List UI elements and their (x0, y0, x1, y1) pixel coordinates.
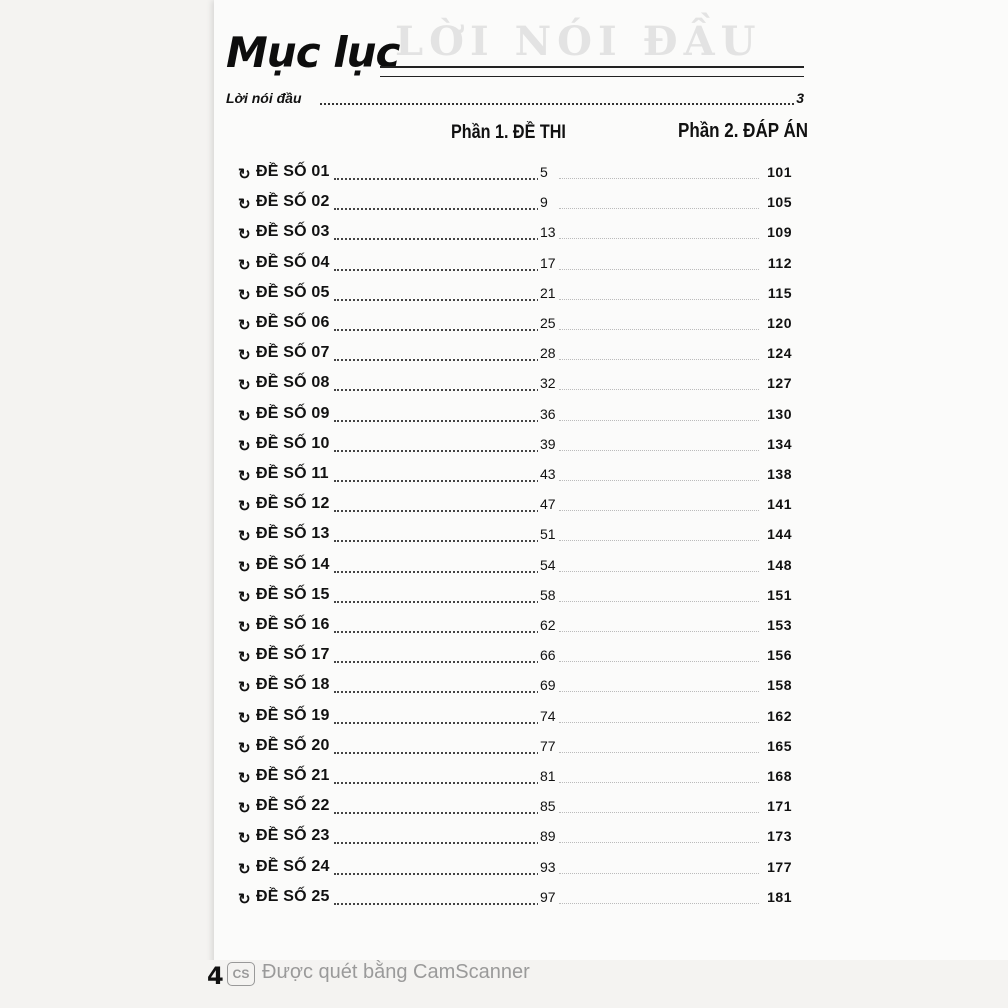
toc-answer-page: 109 (767, 224, 792, 241)
toc-entry-name: ĐỀ SỐ 16 (256, 616, 330, 633)
dot-leader-faint (559, 812, 759, 813)
toc-row (238, 767, 808, 791)
toc-row (238, 344, 808, 368)
circle-arrow-icon: ↻ (238, 739, 251, 757)
circle-arrow-icon: ↻ (238, 437, 251, 455)
circle-arrow-icon: ↻ (238, 166, 251, 183)
toc-answer-page: 127 (767, 375, 792, 392)
toc-row (238, 525, 808, 549)
toc-answer-page: 171 (767, 798, 792, 815)
toc-row (238, 586, 808, 610)
toc-entry-name: ĐỀ SỐ 12 (256, 495, 330, 513)
circle-arrow-icon: ↻ (238, 800, 251, 818)
toc-exam-page: 32 (538, 375, 561, 391)
camscanner-logo: CS (227, 962, 255, 986)
dot-leader-faint (559, 269, 759, 270)
column-header-exams: Phần 1. ĐỀ THI (451, 122, 566, 143)
dot-leader-faint (559, 691, 759, 692)
toc-exam-page: 93 (538, 859, 561, 875)
toc-intro-label: Lời nói đầu (226, 90, 302, 106)
circle-arrow-icon: ↻ (238, 860, 251, 878)
toc-exam-page: 5 (538, 164, 561, 180)
circle-arrow-icon: ↻ (238, 286, 251, 304)
dot-leader-faint (559, 873, 759, 874)
dot-leader (334, 420, 559, 422)
dot-leader-faint (559, 722, 759, 723)
dot-leader (334, 269, 559, 271)
circle-arrow-icon: ↻ (238, 317, 251, 334)
circle-arrow-icon: ↻ (238, 498, 251, 516)
toc-answer-page: 112 (767, 254, 792, 271)
dot-leader-faint (559, 420, 759, 421)
toc-entry-name: ĐỀ SỐ 15 (256, 585, 330, 603)
toc-entry-name: ĐỀ SỐ 17 (256, 646, 330, 664)
toc-exam-page: 39 (538, 436, 561, 452)
toc-entry-name: ĐỀ SỐ 14 (256, 555, 330, 573)
toc-row (238, 888, 808, 912)
toc-row (238, 797, 808, 821)
dot-leader-faint (559, 510, 759, 511)
toc-answer-page: 138 (767, 466, 792, 482)
toc-answer-page: 105 (767, 194, 792, 211)
toc-row (238, 374, 808, 398)
dot-leader (334, 450, 559, 452)
circle-arrow-icon: ↻ (238, 649, 251, 667)
toc-exam-page: 54 (538, 557, 561, 573)
toc-answer-page: 162 (767, 707, 792, 724)
toc-row (238, 495, 808, 519)
toc-exam-page: 47 (538, 496, 561, 512)
dot-leader (334, 571, 559, 573)
circle-arrow-icon: ↻ (238, 890, 251, 908)
circle-arrow-icon: ↻ (238, 558, 251, 576)
dot-leader-faint (559, 238, 759, 239)
toc-exam-page: 13 (538, 224, 561, 240)
toc-entry-name: ĐỀ SỐ 24 (256, 857, 330, 875)
toc-entry-name: ĐỀ SỐ 08 (256, 374, 330, 392)
toc-exam-page: 51 (538, 526, 561, 542)
dot-leader (334, 178, 559, 180)
dot-leader (334, 691, 559, 693)
toc-exam-page: 77 (538, 738, 561, 754)
column-header-answers: Phần 2. ĐÁP ÁN (678, 120, 809, 142)
dot-leader (334, 873, 559, 875)
toc-answer-page: 151 (767, 586, 792, 603)
toc-entry-name: ĐỀ SỐ 23 (256, 827, 330, 845)
toc-answer-page: 124 (767, 345, 792, 362)
dot-leader (334, 510, 559, 512)
dot-leader-faint (559, 450, 759, 451)
toc-exam-page: 58 (538, 587, 561, 603)
toc-row (238, 858, 808, 882)
toc-row (238, 646, 808, 670)
dot-leader-faint (559, 661, 759, 662)
toc-entry-name: ĐỀ SỐ 22 (256, 797, 330, 815)
toc-row (238, 314, 808, 338)
toc-row (238, 163, 808, 187)
dot-leader (334, 329, 559, 331)
toc-exam-page: 17 (538, 255, 561, 271)
toc-entry-name: ĐỀ SỐ 19 (256, 706, 330, 724)
toc-answer-page: 177 (767, 858, 792, 875)
toc-entry-name: ĐỀ SỐ 07 (256, 344, 330, 362)
circle-arrow-icon: ↻ (238, 407, 251, 425)
dot-leader-faint (559, 631, 759, 632)
toc-row (238, 193, 808, 217)
toc-answer-page: 181 (767, 888, 792, 905)
toc-answer-page: 165 (767, 737, 792, 754)
dot-leader-faint (559, 208, 759, 209)
toc-entry-name: ĐỀ SỐ 06 (256, 314, 330, 331)
dot-leader-faint (559, 571, 759, 572)
dot-leader-faint (559, 299, 759, 300)
dot-leader (334, 722, 559, 724)
dot-leader-faint (559, 601, 759, 602)
toc-exam-page: 62 (538, 617, 561, 633)
dot-leader (334, 540, 559, 542)
circle-arrow-icon: ↻ (238, 770, 251, 787)
page-title: Mục lục (226, 28, 400, 77)
dot-leader-faint (559, 540, 759, 541)
toc-intro-page: 3 (796, 90, 804, 106)
toc-exam-page: 69 (538, 677, 561, 693)
toc-exam-page: 81 (538, 768, 561, 784)
toc-answer-page: 168 (767, 768, 792, 784)
toc-exam-page: 21 (538, 285, 561, 301)
toc-exam-page: 25 (538, 315, 561, 331)
toc-exam-page: 89 (538, 828, 561, 844)
dot-leader-faint (559, 178, 759, 179)
toc-row (238, 827, 808, 851)
toc-row (238, 465, 808, 489)
dot-leader (334, 842, 559, 844)
ghost-heading: LỜI NÓI ĐẦU (395, 18, 762, 65)
toc-answer-page: 115 (767, 284, 792, 301)
toc-exam-page: 36 (538, 406, 561, 422)
toc-row (238, 556, 808, 580)
toc-row (238, 435, 808, 459)
toc-entry-name: ĐỀ SỐ 02 (256, 193, 330, 211)
circle-arrow-icon: ↻ (238, 226, 251, 244)
circle-arrow-icon: ↻ (238, 256, 251, 274)
dot-leader (334, 601, 559, 603)
dot-leader-faint (559, 903, 759, 904)
dot-leader-faint (559, 752, 759, 753)
toc-entry-name: ĐỀ SỐ 03 (256, 223, 330, 241)
circle-arrow-icon: ↻ (238, 830, 251, 848)
toc-exam-page: 66 (538, 647, 561, 663)
toc-row (238, 707, 808, 731)
dot-leader (334, 782, 559, 784)
toc-row (238, 284, 808, 308)
dot-leader (334, 752, 559, 754)
dot-leader (334, 208, 559, 210)
toc-answer-page: 173 (767, 828, 792, 845)
dot-leader-faint (559, 480, 759, 481)
toc-answer-page: 148 (767, 556, 792, 573)
dot-leader (334, 661, 559, 663)
dot-leader-faint (559, 329, 759, 330)
circle-arrow-icon: ↻ (238, 619, 251, 636)
toc-entry-name: ĐỀ SỐ 11 (256, 465, 329, 482)
toc-entry-name: ĐỀ SỐ 20 (256, 736, 330, 754)
toc-answer-page: 144 (767, 526, 792, 543)
toc-row (238, 737, 808, 761)
toc-answer-page: 120 (767, 315, 792, 331)
toc-exam-page: 28 (538, 345, 561, 361)
toc-entry-name: ĐỀ SỐ 25 (256, 887, 330, 905)
toc-exam-page: 43 (538, 466, 561, 482)
toc-exam-page: 85 (538, 798, 561, 814)
toc-answer-page: 130 (767, 405, 792, 422)
toc-answer-page: 101 (767, 164, 792, 180)
circle-arrow-icon: ↻ (238, 709, 251, 727)
circle-arrow-icon: ↻ (238, 588, 251, 606)
dot-leader-faint (559, 389, 759, 390)
dot-leader (334, 359, 559, 361)
dot-leader (334, 812, 559, 814)
dot-leader (334, 389, 559, 391)
toc-entry-name: ĐỀ SỐ 18 (256, 676, 330, 694)
toc-answer-page: 156 (767, 647, 792, 664)
toc-exam-page: 74 (538, 708, 561, 724)
toc-entry-name: ĐỀ SỐ 04 (256, 253, 330, 271)
circle-arrow-icon: ↻ (238, 377, 251, 395)
toc-entry-name: ĐỀ SỐ 09 (256, 404, 330, 422)
toc-row (238, 254, 808, 278)
toc-answer-page: 134 (767, 435, 792, 452)
toc-row (238, 676, 808, 700)
dot-leader-faint (559, 842, 759, 843)
circle-arrow-icon: ↻ (238, 528, 251, 546)
camscanner-watermark: Được quét bằng CamScanner (262, 961, 530, 983)
circle-arrow-icon: ↻ (238, 468, 251, 485)
toc-entry-name: ĐỀ SỐ 01 (256, 163, 330, 180)
dot-leader-faint (559, 359, 759, 360)
toc-answer-page: 141 (767, 496, 792, 513)
toc-answer-page: 158 (767, 677, 792, 694)
toc-entry-name: ĐỀ SỐ 10 (256, 434, 330, 452)
circle-arrow-icon: ↻ (238, 196, 251, 214)
circle-arrow-icon: ↻ (238, 679, 251, 697)
page-number: 4 (207, 962, 224, 990)
circle-arrow-icon: ↻ (238, 347, 251, 365)
toc-answer-page: 153 (767, 617, 792, 633)
toc-row (238, 616, 808, 640)
dot-leader (334, 631, 559, 633)
dot-leader (334, 299, 559, 301)
toc-row (238, 223, 808, 247)
toc-exam-page: 9 (538, 194, 561, 210)
dot-leader (334, 238, 559, 240)
toc-exam-page: 97 (538, 889, 561, 905)
toc-entry-name: ĐỀ SỐ 13 (256, 525, 330, 543)
dot-leader (334, 903, 559, 905)
dot-leader-faint (559, 782, 759, 783)
toc-row (238, 405, 808, 429)
dot-leader (334, 480, 559, 482)
toc-entry-name: ĐỀ SỐ 21 (256, 767, 330, 784)
toc-entry-name: ĐỀ SỐ 05 (256, 283, 330, 301)
